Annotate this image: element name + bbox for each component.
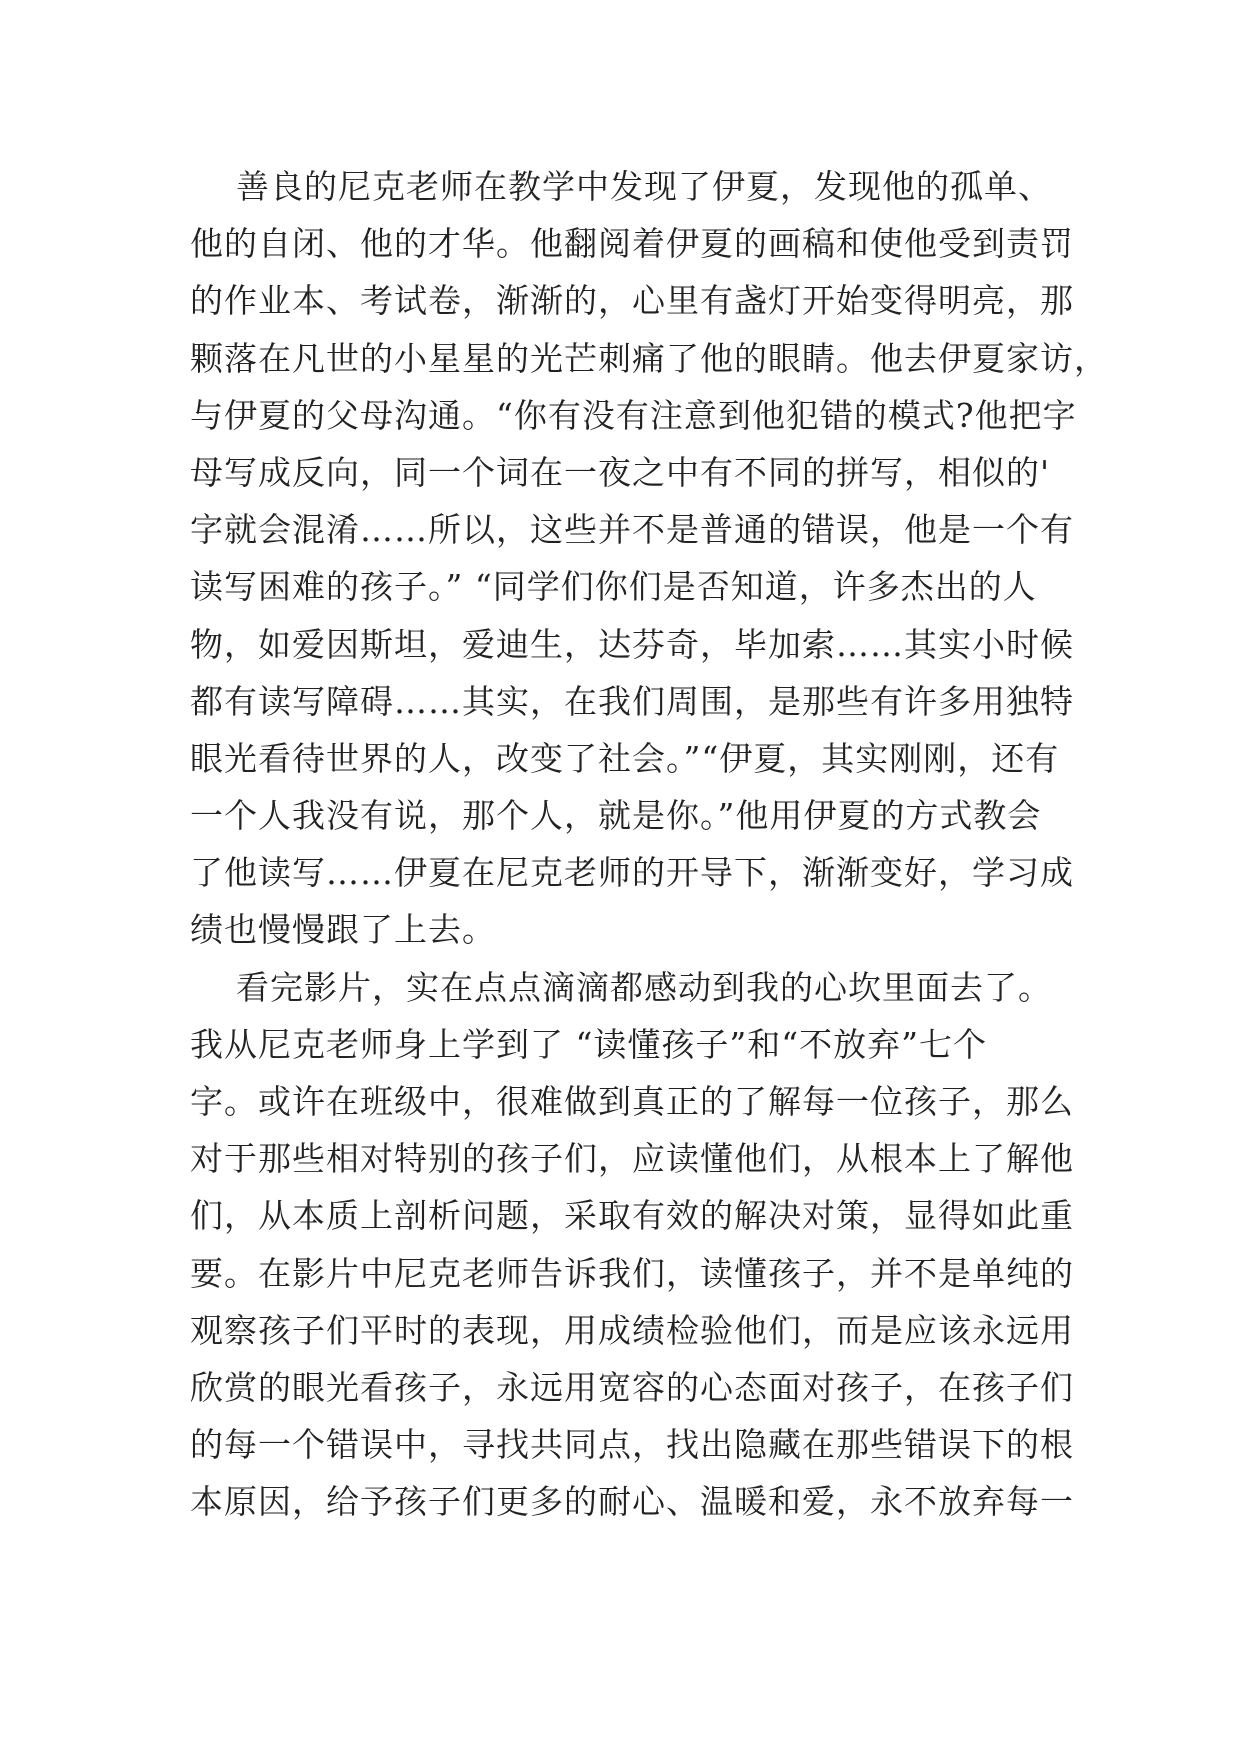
body-text xyxy=(190,158,1108,1531)
text-line: 颗落在凡世的小星星的光芒刺痛了他的眼睛。他去伊夏家访， xyxy=(190,338,1108,378)
text-line: 欣赏的眼光看孩子，永远用宽容的心态面对孩子，在孩子们 xyxy=(190,1367,1074,1407)
text-line: 的作业本、考试卷，渐渐的，心里有盏灯开始变得明亮，那 xyxy=(190,281,1074,321)
text-line: 善良的尼克老师在教学中发现了伊夏，发现他的孤单、 xyxy=(190,167,1052,206)
text-line: 字。或许在班级中，很难做到真正的了解每一位孩子，那么 xyxy=(190,1082,1074,1121)
text-line: 物，如爱因斯坦，爱迪生，达芬奇，毕加索……其实小时候 xyxy=(190,624,1074,664)
text-line: 我从尼克老师身上学到了 “读懂孩子”和“不放弃”七个 xyxy=(190,1024,987,1064)
text-line: 的每一个错误中，寻找共同点，找出隐藏在那些错误下的根 xyxy=(190,1425,1074,1465)
text-line: 要。在影片中尼克老师告诉我们，读懂孩子，并不是单纯的 xyxy=(190,1253,1074,1293)
text-line: 都有读写障碍……其实，在我们周围，是那些有许多用独特 xyxy=(190,681,1074,721)
paragraph-2 xyxy=(190,959,1074,1531)
text-line: 绩也慢慢跟了上去。 xyxy=(190,910,496,950)
text-line: 观察孩子们平时的表现，用成绩检验他们，而是应该永远用 xyxy=(190,1310,1074,1350)
text-line: 母写成反向，同一个词在一夜之中有不同的拼写，相似的' xyxy=(190,452,1051,492)
text-line: 看完影片，实在点点滴滴都感动到我的心坎里面去了。 xyxy=(190,967,1052,1007)
text-line: 眼光看待世界的人，改变了社会。”“伊夏，其实刚刚，还有 xyxy=(190,738,1060,778)
text-line: 读写困难的孩子。” “同学们你们是否知道，许多杰出的人 xyxy=(190,567,1037,607)
text-line: 了他读写……伊夏在尼克老师的开导下，渐渐变好，学习成 xyxy=(190,853,1074,893)
text-line: 字就会混淆……所以，这些并不是普通的错误，他是一个有 xyxy=(190,510,1074,550)
text-line: 与伊夏的父母沟通。“你有没有注意到他犯错的模式?他把字 xyxy=(190,395,1077,435)
text-line: 们，从本质上剖析问题，采取有效的解决对策，显得如此重 xyxy=(190,1196,1074,1236)
text-line: 本原因，给予孩子们更多的耐心、温暖和爱，永不放弃每一 xyxy=(190,1482,1074,1522)
text-line: 他的自闭、他的才华。他翻阅着伊夏的画稿和使他受到责罚 xyxy=(190,224,1074,264)
text-line: 对于那些相对特别的孩子们，应读懂他们，从根本上了解他 xyxy=(190,1139,1074,1179)
text-line: 一个人我没有说，那个人，就是你。”他用伊夏的方式教会 xyxy=(190,796,1042,836)
paragraph-1 xyxy=(190,158,1108,959)
